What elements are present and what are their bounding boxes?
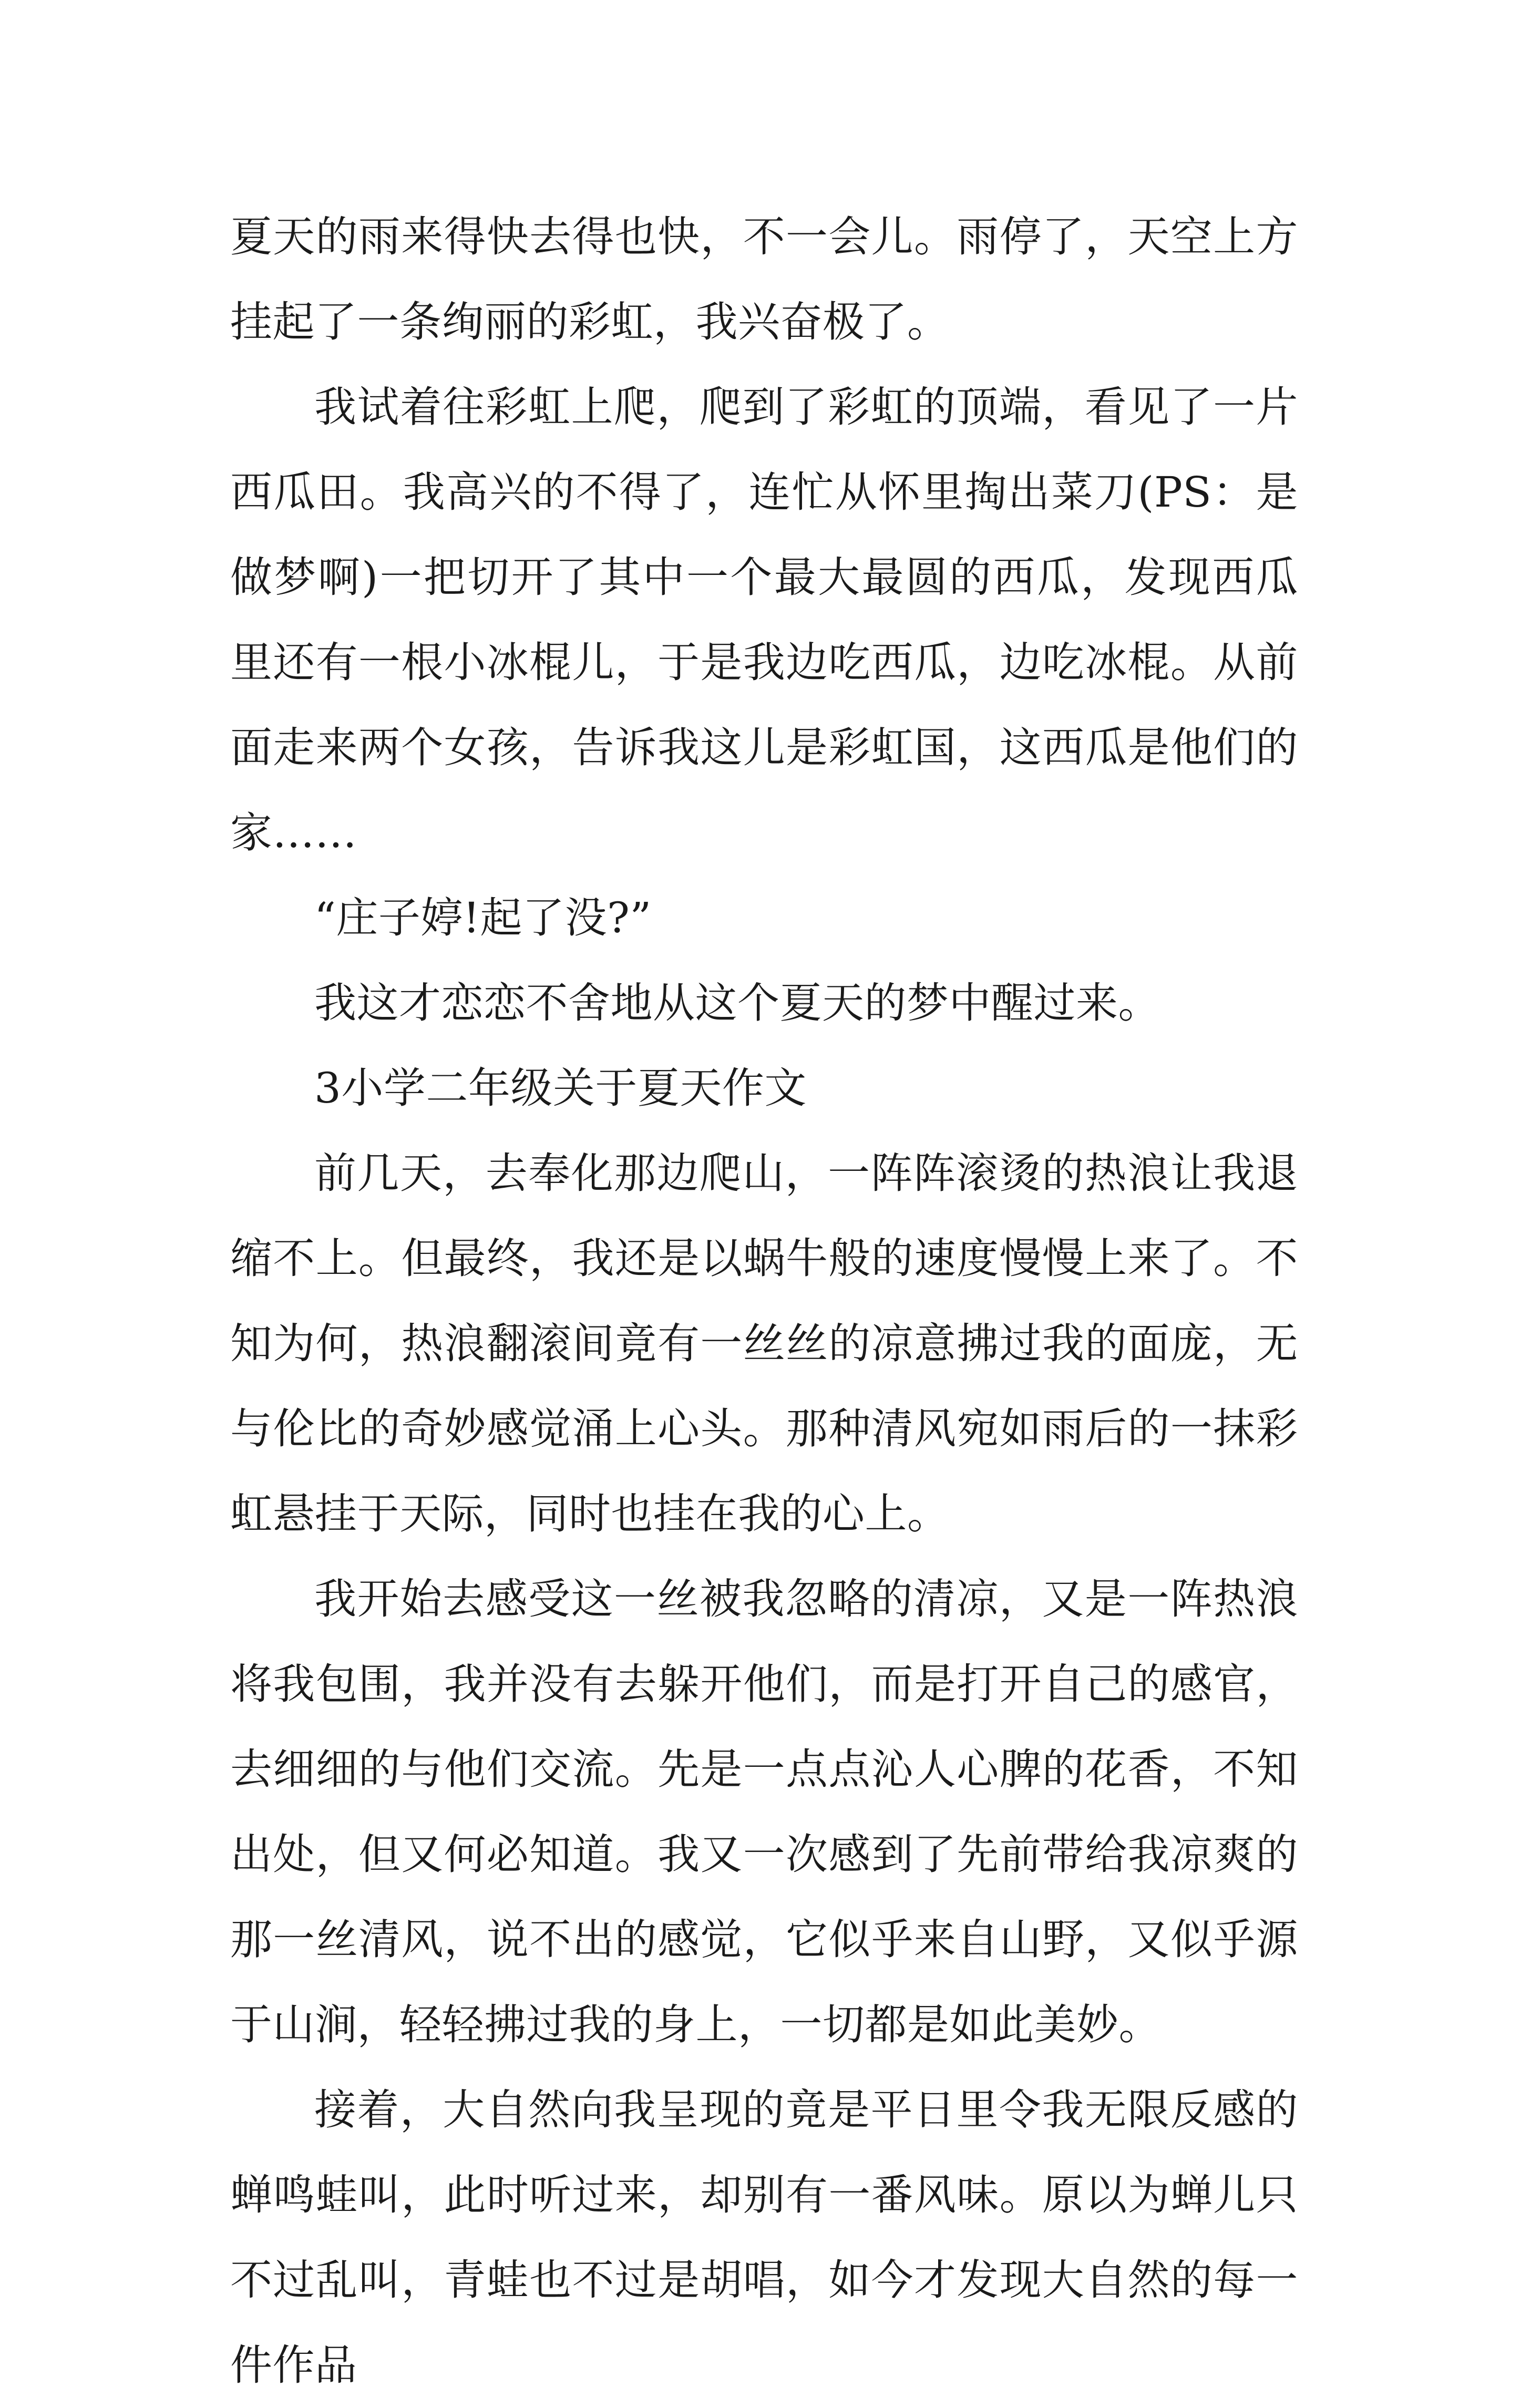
section-heading: 3小学二年级关于夏天作文: [314, 1064, 807, 1113]
paragraph-cicadas: 接着，大自然向我呈现的竟是平日里令我无限反感的蝉鸣蛙叫，此时听过来，却别有一番风味。原以为蝉儿只不过乱叫，青蛙也不过是胡唱，如今才发现大自然的每一件作品: [230, 2085, 1298, 2390]
paragraph-senses: 我开始去感受这一丝被我忽略的清凉，又是一阵热浪将我包围，我并没有去躲开他们，而是打开自己的感官，去细细的与他们交流。先是一点点沁人心脾的花香，不知出处，但又何必知道。我又一次感到了先前带给我凉爽的那一丝清风，说不出的感觉，它似乎来自山野，又似乎源于山涧，轻轻拂过我的身上，一切都是如此美妙。: [230, 1575, 1298, 2049]
paragraph-rainbow-climb: 我试着往彩虹上爬，爬到了彩虹的顶端，看见了一片西瓜田。我高兴的不得了，连忙从怀里掏出菜刀(PS：是做梦啊)一把切开了其中一个最大最圆的西瓜，发现西瓜里还有一根小冰棍儿，于是我边吃西瓜，边吃冰棍。从前面走来两个女孩，告诉我这儿是彩虹国，这西瓜是他们的家……: [230, 383, 1298, 857]
paragraph-rain: 夏天的雨来得快去得也快，不一会儿。雨停了，天空上方挂起了一条绚丽的彩虹，我兴奋极了。: [230, 212, 1298, 346]
document-body: [230, 194, 1298, 2408]
paragraph-wake: 我这才恋恋不舍地从这个夏天的梦中醒过来。: [314, 979, 1160, 1027]
paragraph-call: “庄子婷!起了没?”: [314, 893, 652, 942]
paragraph-mountain: 前几天，去奉化那边爬山，一阵阵滚烫的热浪让我退缩不上。但最终，我还是以蜗牛般的速度慢慢上来了。不知为何，热浪翻滚间竟有一丝丝的凉意拂过我的面庞，无与伦比的奇妙感觉涌上心头。那种清风宛如雨后的一抹彩虹悬挂于天际，同时也挂在我的心上。: [230, 1149, 1298, 1538]
